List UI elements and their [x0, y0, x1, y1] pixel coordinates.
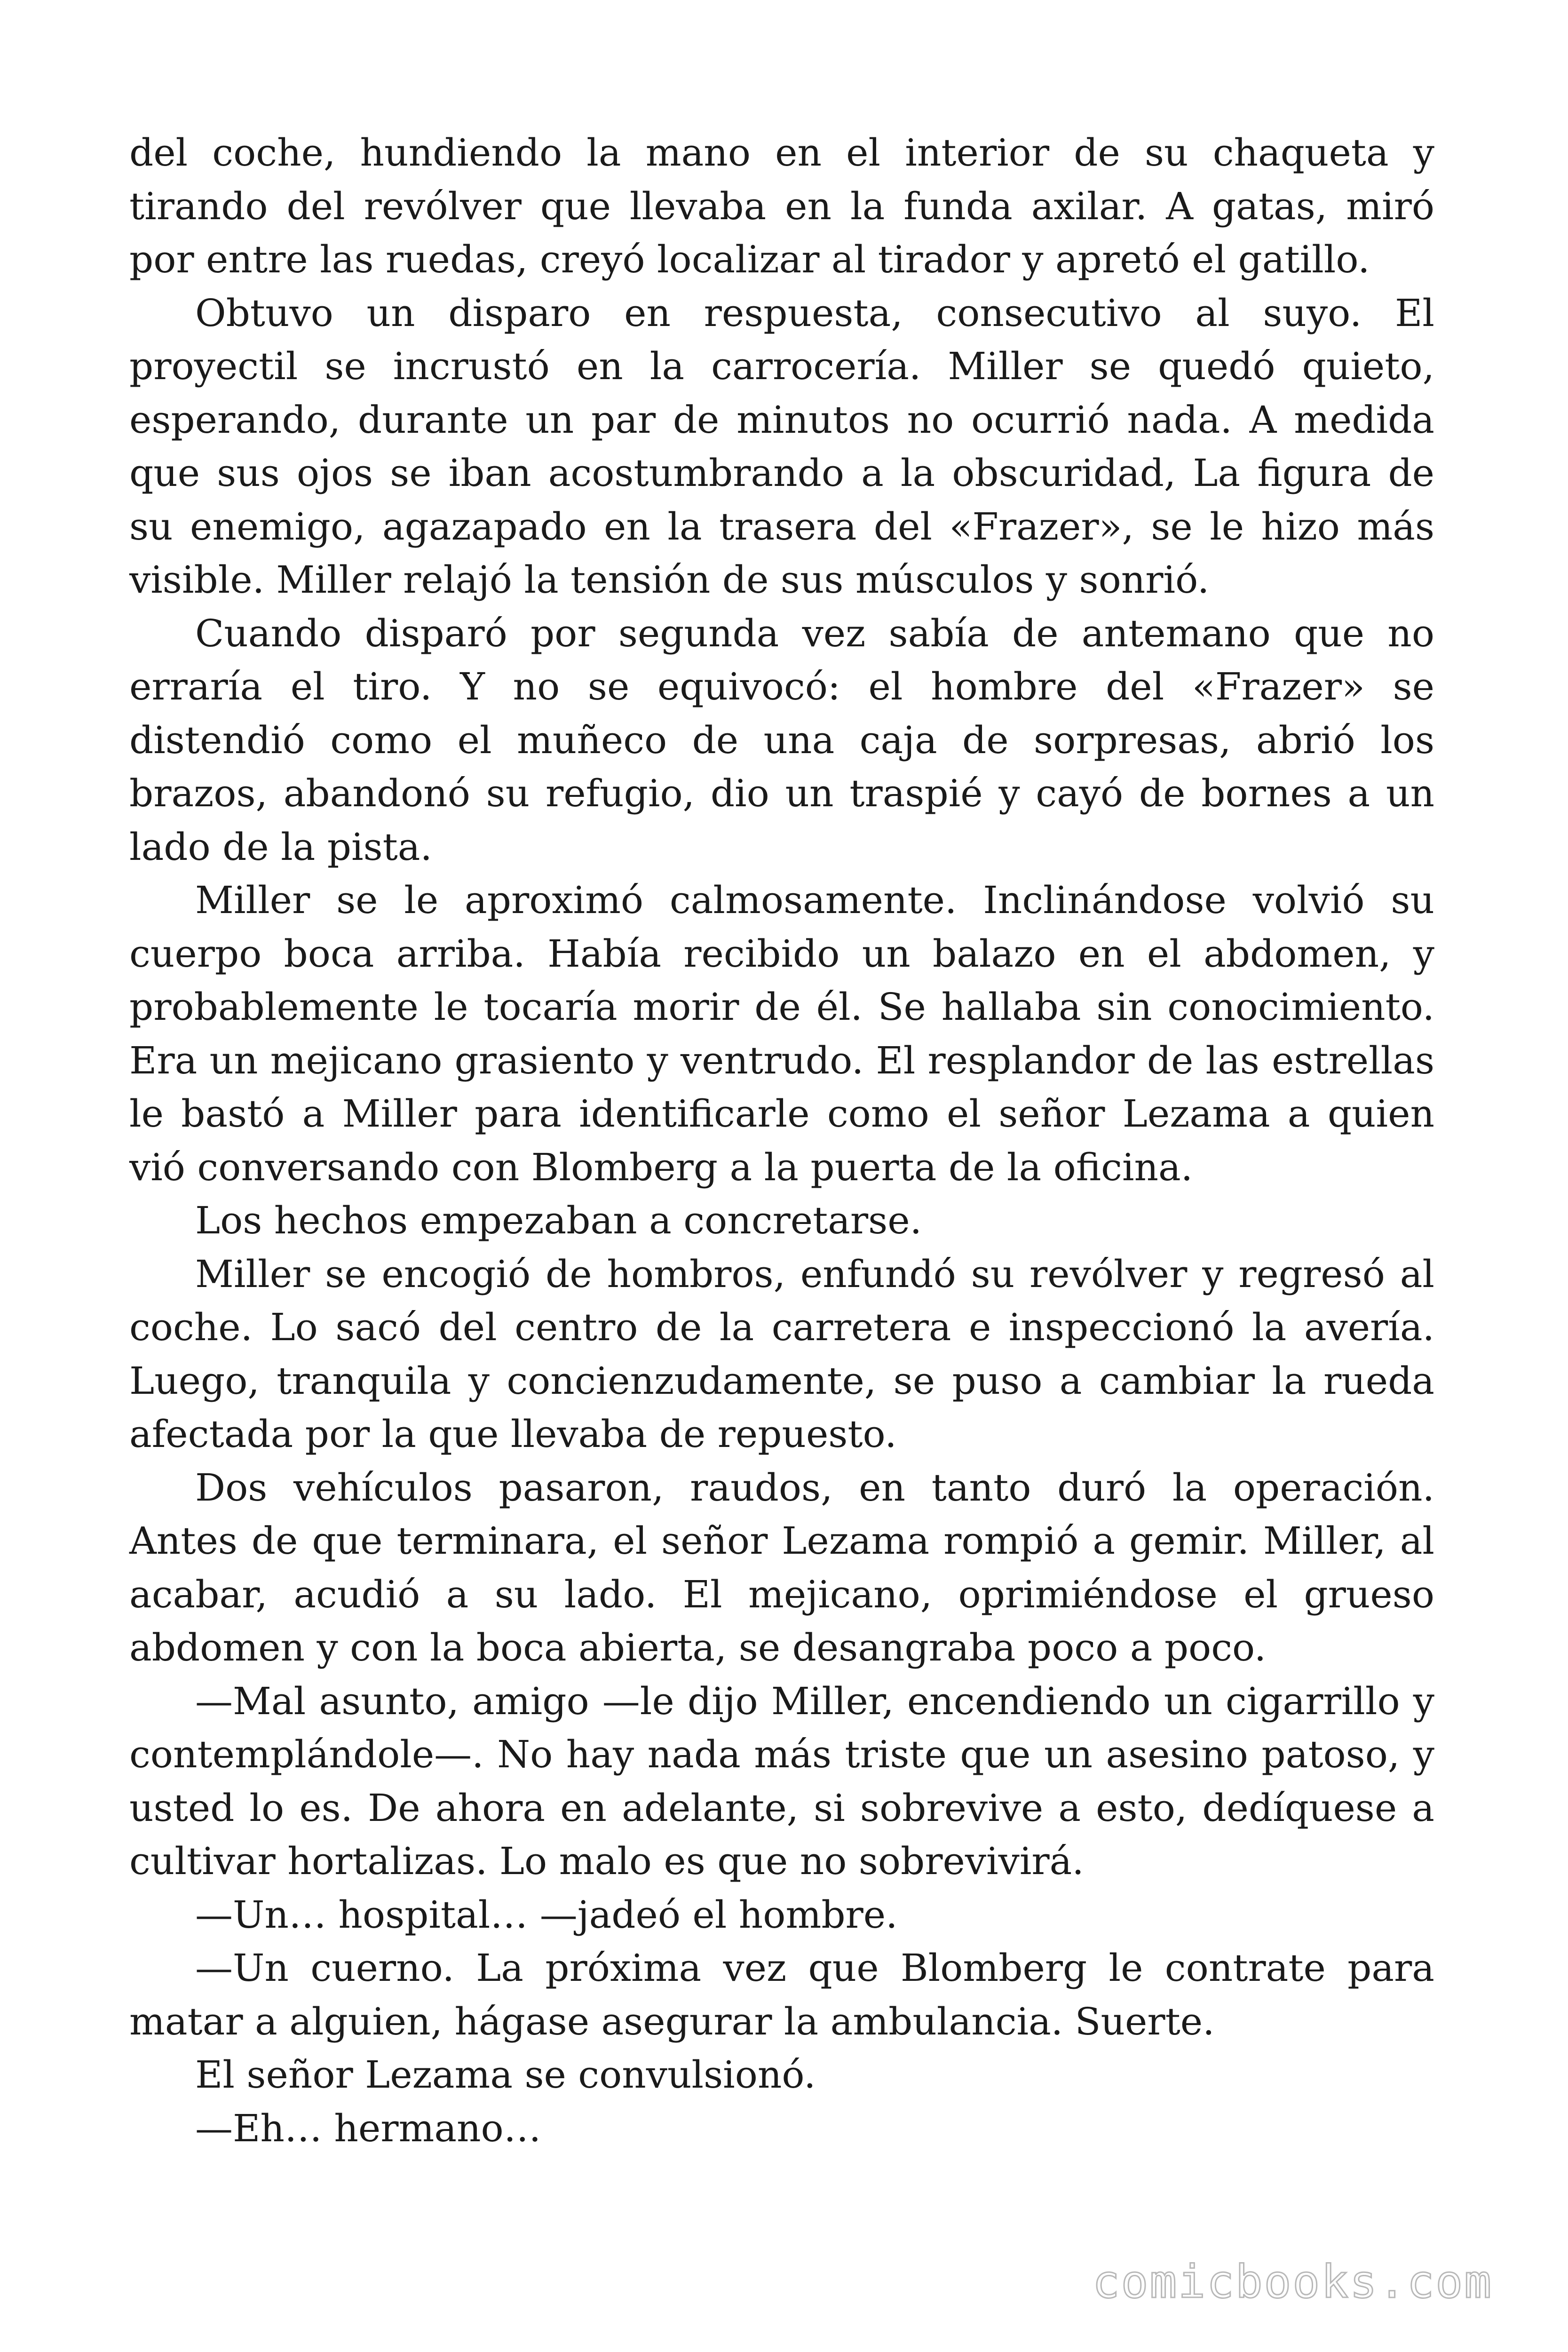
paragraph: del coche, hundiendo la mano en el interior de su chaqueta y tirando del revólver que llevaba en la funda axilar. A gatas, miró por entre las ruedas, creyó localizar al tirador y apretó el gatillo. [129, 131, 1434, 281]
paragraph: —Eh… hermano… [195, 2106, 541, 2150]
watermark: comicbooks.com [1092, 2256, 1493, 2308]
paragraph: Cuando disparó por segunda vez sabía de antemano que no erraría el tiro. Y no se equivocó: el hombre del «Frazer» se distendió como el muñeco de una caja de sorpresas, abrió los brazos, abandonó su refugio, dio un traspié y cayó de bornes a un lado de la pista. [129, 611, 1434, 869]
paragraph: Obtuvo un disparo en respuesta, consecutivo al suyo. El proyectil se incrustó en la carrocería. Miller se quedó quieto, esperando, durante un par de minutos no ocurrió nada. A medida que sus ojos se iban acostumbrando a la obscuridad, La figura de su enemigo, agazapado en la trasera del «Frazer», se le hizo más visible. Miller relajó la tensión de sus músculos y sonrió. [129, 291, 1434, 602]
paragraph: Miller se encogió de hombros, enfundó su revólver y regresó al coche. Lo sacó del centro de la carretera e inspeccionó la avería. Luego, tranquila y concienzudamente, se puso a cambiar la rueda afectada por la que llevaba de repuesto. [129, 1252, 1434, 1456]
paragraph: Los hechos empezaban a concretarse. [195, 1199, 922, 1242]
paragraph: —Mal asunto, amigo —le dijo Miller, encendiendo un cigarrillo y contemplándole—. No hay nada más triste que un asesino patoso, y usted lo es. De ahora en adelante, si sobrevive a esto, dedíquese a cultivar hortalizas. Lo malo es que no sobrevivirá. [129, 1679, 1434, 1883]
paragraph: —Un cuerno. La próxima vez que Blomberg le contrate para matar a alguien, hágase asegurar la ambulancia. Suerte. [129, 1946, 1434, 2043]
paragraph: —Un… hospital… —jadeó el hombre. [195, 1892, 898, 1937]
body-text [129, 126, 1434, 2155]
paragraph: El señor Lezama se convulsionó. [195, 2053, 816, 2097]
paragraph: Miller se le aproximó calmosamente. Inclinándose volvió su cuerpo boca arriba. Había recibido un balazo en el abdomen, y probablemente le tocaría morir de él. Se hallaba sin conocimiento. Era un mejicano grasiento y ventrudo. El resplandor de las estrellas le bastó a Miller para identificarle como el señor Lezama a quien vió conversando con Blomberg a la puerta de la oficina. [129, 878, 1434, 1189]
paragraph: Dos vehículos pasaron, raudos, en tanto duró la operación. Antes de que terminara, el señor Lezama rompió a gemir. Miller, al acabar, acudió a su lado. El mejicano, oprimiéndose el grueso abdomen y con la boca abierta, se desangraba poco a poco. [129, 1465, 1434, 1669]
